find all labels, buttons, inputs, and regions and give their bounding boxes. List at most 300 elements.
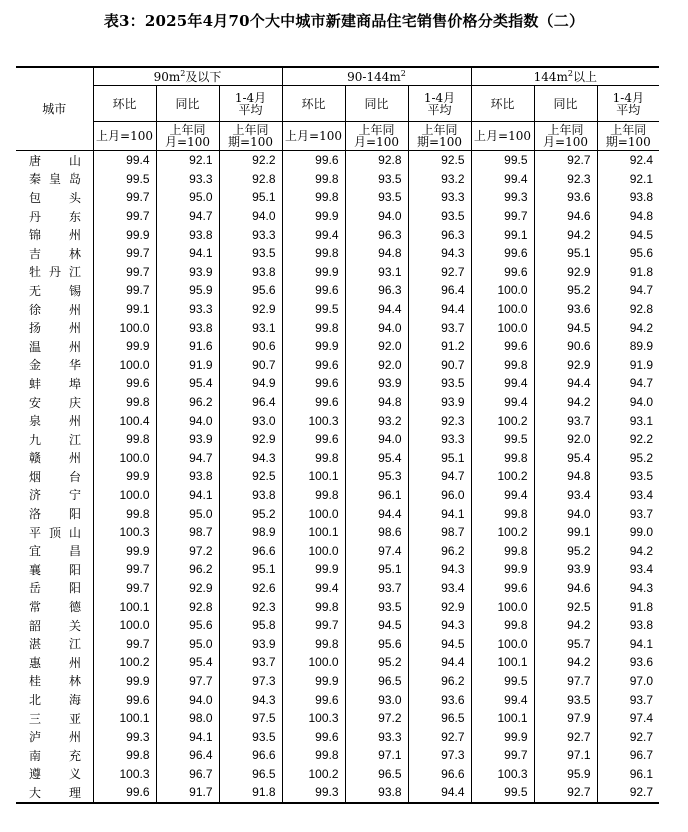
- index-value: 92.0: [534, 430, 597, 449]
- index-value: 99.9: [471, 560, 534, 579]
- table-row: [16, 560, 659, 579]
- index-value: 96.4: [219, 393, 282, 412]
- city-name: [16, 151, 93, 170]
- index-value: 100.0: [471, 597, 534, 616]
- index-value: 93.3: [219, 225, 282, 244]
- city-name: [16, 244, 93, 263]
- index-value: 99.6: [282, 151, 345, 170]
- index-value: 93.8: [219, 263, 282, 282]
- index-value: 93.2: [345, 411, 408, 430]
- index-value: 99.7: [93, 560, 156, 579]
- index-value: 100.3: [93, 523, 156, 542]
- index-value: 99.6: [471, 579, 534, 598]
- city-name: [16, 653, 93, 672]
- city-label: 洛阳: [29, 507, 81, 522]
- index-value: 95.8: [219, 616, 282, 635]
- index-value: 94.6: [534, 207, 597, 226]
- index-value: 94.0: [156, 411, 219, 430]
- index-value: 94.0: [629, 395, 654, 410]
- city-label: 韶关: [29, 618, 81, 633]
- table-row: [16, 541, 659, 560]
- index-value: 99.8: [282, 597, 345, 616]
- table-row: [16, 281, 659, 300]
- index-value: 94.9: [219, 374, 282, 393]
- index-value: 93.8: [629, 190, 654, 205]
- index-value: 92.3: [219, 597, 282, 616]
- group-label-suffix: 及以下: [185, 69, 222, 84]
- index-value: 96.6: [408, 765, 471, 784]
- base-header: 上月=100: [282, 122, 345, 151]
- group-label-suffix: 以上: [572, 69, 597, 84]
- city-label: 九江: [29, 432, 81, 447]
- index-value: 89.9: [629, 339, 654, 354]
- index-value: 94.7: [629, 283, 654, 298]
- table-row: [16, 337, 659, 356]
- base-header: 上年同 期=100: [219, 122, 282, 151]
- index-value: 99.9: [93, 541, 156, 560]
- index-value: 91.7: [156, 783, 219, 803]
- index-value: 95.9: [156, 281, 219, 300]
- city-name: [16, 170, 93, 189]
- city-name: [16, 225, 93, 244]
- index-value: 94.7: [156, 449, 219, 468]
- index-value: 96.4: [408, 281, 471, 300]
- index-value: 94.8: [345, 393, 408, 412]
- city-label: 宜昌: [29, 544, 81, 559]
- index-value: 95.6: [219, 281, 282, 300]
- unit-superscript: 2: [180, 68, 186, 78]
- table-row: [16, 504, 659, 523]
- index-value: 93.1: [345, 263, 408, 282]
- index-value: 92.0: [345, 337, 408, 356]
- city-name: [16, 709, 93, 728]
- index-value: 91.9: [629, 357, 654, 372]
- index-value: 99.8: [93, 746, 156, 765]
- city-label: 牡丹江: [29, 265, 81, 280]
- index-value: 99.8: [471, 541, 534, 560]
- index-value: 93.1: [629, 413, 654, 428]
- index-value: 100.2: [471, 523, 534, 542]
- table-row: [16, 318, 659, 337]
- index-value: 96.0: [408, 486, 471, 505]
- index-value: 95.7: [534, 634, 597, 653]
- city-label: 北海: [29, 693, 81, 708]
- index-value: 95.1: [408, 449, 471, 468]
- index-value: 99.8: [282, 244, 345, 263]
- price-index-table: [16, 66, 659, 804]
- index-value: 92.9: [219, 300, 282, 319]
- index-value: 95.6: [629, 246, 654, 261]
- index-value: 94.6: [534, 579, 597, 598]
- index-value: 93.8: [156, 318, 219, 337]
- city-name: [16, 430, 93, 449]
- index-value: 100.3: [282, 709, 345, 728]
- city-name: [16, 300, 93, 319]
- index-value: 100.0: [282, 653, 345, 672]
- index-value: 95.0: [156, 188, 219, 207]
- index-value: 93.5: [408, 207, 471, 226]
- table-title: 表3：2025年4月70个大中城市新建商品住宅销售价格分类指数（二）: [103, 12, 585, 30]
- city-label: 常德: [29, 600, 81, 615]
- index-value: 99.9: [93, 225, 156, 244]
- index-value: 98.7: [408, 523, 471, 542]
- table-row: [16, 467, 659, 486]
- index-value: 99.6: [282, 727, 345, 746]
- index-value: 93.0: [345, 690, 408, 709]
- index-value: 99.8: [282, 449, 345, 468]
- group-header-medium: [282, 67, 471, 86]
- sub-header: 环比: [282, 86, 345, 122]
- city-label: 秦皇岛: [29, 172, 81, 187]
- index-value: 99.8: [282, 634, 345, 653]
- index-value: 100.3: [282, 411, 345, 430]
- index-value: 99.7: [93, 207, 156, 226]
- index-value: 92.1: [629, 171, 654, 186]
- index-value: 100.0: [282, 541, 345, 560]
- index-value: 99.7: [471, 746, 534, 765]
- index-value: 99.5: [282, 300, 345, 319]
- index-value: 94.3: [219, 690, 282, 709]
- index-value: 99.8: [282, 170, 345, 189]
- index-value: 93.6: [534, 300, 597, 319]
- index-value: 96.2: [156, 393, 219, 412]
- index-value: 94.4: [345, 504, 408, 523]
- index-value: 99.8: [471, 356, 534, 375]
- city-name: [16, 672, 93, 691]
- index-value: 91.2: [408, 337, 471, 356]
- index-value: 99.6: [93, 783, 156, 803]
- index-value: 94.3: [408, 560, 471, 579]
- index-value: 99.1: [471, 225, 534, 244]
- index-value: 100.1: [471, 653, 534, 672]
- index-value: 97.3: [219, 672, 282, 691]
- index-value: 97.3: [408, 746, 471, 765]
- index-value: 99.7: [282, 616, 345, 635]
- base-header: 上年同 月=100: [534, 122, 597, 151]
- index-value: 100.1: [282, 523, 345, 542]
- index-value: 95.1: [534, 244, 597, 263]
- index-value: 99.3: [471, 188, 534, 207]
- city-label: 三亚: [29, 711, 81, 726]
- index-value: 93.4: [534, 486, 597, 505]
- index-value: 94.2: [629, 320, 654, 335]
- city-name: [16, 356, 93, 375]
- table-row: [16, 597, 659, 616]
- index-value: 98.6: [345, 523, 408, 542]
- index-value: 92.1: [156, 151, 219, 170]
- city-label: 扬州: [29, 321, 81, 336]
- index-value: 99.6: [282, 356, 345, 375]
- index-value: 92.5: [408, 151, 471, 170]
- index-value: 92.7: [534, 151, 597, 170]
- index-value: 100.2: [471, 467, 534, 486]
- index-value: 94.3: [408, 244, 471, 263]
- index-value: 100.2: [93, 653, 156, 672]
- index-value: 97.2: [345, 709, 408, 728]
- city-name: [16, 690, 93, 709]
- index-value: 99.6: [282, 374, 345, 393]
- index-value: 94.7: [408, 467, 471, 486]
- index-value: 96.3: [345, 281, 408, 300]
- index-value: 95.2: [534, 541, 597, 560]
- index-value: 95.4: [345, 449, 408, 468]
- city-label: 南充: [29, 748, 81, 763]
- city-name: [16, 263, 93, 282]
- index-value: 97.4: [345, 541, 408, 560]
- city-label: 泸州: [29, 730, 81, 745]
- city-name: [16, 746, 93, 765]
- index-value: 92.7: [408, 263, 471, 282]
- index-value: 90.6: [534, 337, 597, 356]
- table-row: [16, 356, 659, 375]
- city-label: 丹东: [29, 209, 81, 224]
- sub-header: 同比: [156, 86, 219, 122]
- index-value: 99.8: [471, 504, 534, 523]
- city-label: 锦州: [29, 228, 81, 243]
- index-value: 99.4: [471, 393, 534, 412]
- index-value: 99.6: [471, 263, 534, 282]
- index-value: 95.0: [156, 634, 219, 653]
- index-value: 97.2: [156, 541, 219, 560]
- index-value: 94.2: [534, 393, 597, 412]
- index-value: 94.1: [156, 727, 219, 746]
- index-value: 99.7: [93, 263, 156, 282]
- index-value: 97.4: [629, 711, 654, 726]
- index-value: 100.2: [471, 411, 534, 430]
- index-value: 90.7: [219, 356, 282, 375]
- index-value: 99.9: [282, 672, 345, 691]
- index-value: 99.6: [282, 690, 345, 709]
- index-value: 100.0: [471, 318, 534, 337]
- city-name: [16, 634, 93, 653]
- table-row: [16, 746, 659, 765]
- index-value: 99.4: [282, 225, 345, 244]
- index-value: 100.0: [93, 616, 156, 635]
- index-value: 94.8: [629, 209, 654, 224]
- index-value: 93.4: [408, 579, 471, 598]
- index-value: 94.4: [408, 300, 471, 319]
- city-name: [16, 393, 93, 412]
- index-value: 94.4: [408, 783, 471, 803]
- index-value: 93.8: [156, 467, 219, 486]
- index-value: 98.9: [219, 523, 282, 542]
- index-value: 93.7: [629, 506, 654, 521]
- city-name: [16, 616, 93, 635]
- base-header: 上年同 期=100: [597, 122, 659, 151]
- group-label: 90-144m: [347, 69, 401, 84]
- index-value: 95.4: [156, 374, 219, 393]
- index-value: 93.1: [219, 318, 282, 337]
- city-name: [16, 411, 93, 430]
- index-value: 99.3: [282, 783, 345, 803]
- city-label: 岳阳: [29, 581, 81, 596]
- index-value: 92.5: [534, 597, 597, 616]
- index-value: 93.0: [219, 411, 282, 430]
- index-value: 94.5: [345, 616, 408, 635]
- index-value: 90.6: [219, 337, 282, 356]
- index-value: 99.8: [93, 393, 156, 412]
- index-value: 94.0: [345, 430, 408, 449]
- table-row: [16, 486, 659, 505]
- index-value: 100.0: [471, 634, 534, 653]
- city-label: 平顶山: [29, 525, 81, 540]
- index-value: 92.5: [219, 467, 282, 486]
- index-value: 99.7: [93, 634, 156, 653]
- index-value: 93.3: [408, 188, 471, 207]
- index-value: 92.9: [219, 430, 282, 449]
- index-value: 93.9: [345, 374, 408, 393]
- index-value: 92.9: [534, 263, 597, 282]
- index-value: 95.1: [219, 560, 282, 579]
- index-value: 92.6: [219, 579, 282, 598]
- index-value: 94.2: [534, 653, 597, 672]
- index-value: 94.4: [345, 300, 408, 319]
- city-label: 赣州: [29, 451, 81, 466]
- index-value: 93.3: [156, 170, 219, 189]
- index-value: 100.2: [282, 765, 345, 784]
- city-label: 大理: [29, 785, 81, 800]
- table-row: [16, 411, 659, 430]
- index-value: 97.7: [156, 672, 219, 691]
- index-value: 92.3: [534, 170, 597, 189]
- index-value: 96.5: [408, 709, 471, 728]
- table-row: [16, 634, 659, 653]
- table-row: [16, 523, 659, 542]
- index-value: 100.0: [471, 300, 534, 319]
- index-value: 95.4: [534, 449, 597, 468]
- index-value: 99.8: [471, 449, 534, 468]
- index-value: 99.5: [471, 783, 534, 803]
- city-name: [16, 281, 93, 300]
- index-value: 94.0: [156, 690, 219, 709]
- index-value: 100.0: [93, 356, 156, 375]
- index-value: 96.5: [345, 765, 408, 784]
- city-name: [16, 318, 93, 337]
- index-value: 99.9: [282, 560, 345, 579]
- index-value: 99.7: [93, 188, 156, 207]
- index-value: 93.6: [408, 690, 471, 709]
- index-value: 96.3: [408, 225, 471, 244]
- index-value: 92.0: [345, 356, 408, 375]
- index-value: 100.1: [471, 709, 534, 728]
- index-value: 99.6: [282, 281, 345, 300]
- index-value: 99.6: [282, 393, 345, 412]
- index-value: 100.0: [93, 318, 156, 337]
- index-value: 95.2: [534, 281, 597, 300]
- index-value: 95.4: [156, 653, 219, 672]
- index-value: 91.6: [156, 337, 219, 356]
- sub-header: 同比: [534, 86, 597, 122]
- index-value: 92.3: [408, 411, 471, 430]
- city-label: 金华: [29, 358, 81, 373]
- index-value: 94.5: [408, 634, 471, 653]
- index-value: 99.4: [471, 170, 534, 189]
- index-value: 92.7: [629, 785, 654, 800]
- city-name: [16, 597, 93, 616]
- city-name: [16, 579, 93, 598]
- index-value: 90.7: [408, 356, 471, 375]
- index-value: 94.7: [156, 207, 219, 226]
- city-name: [16, 486, 93, 505]
- index-value: 93.3: [408, 430, 471, 449]
- index-value: 93.7: [219, 653, 282, 672]
- index-value: 94.5: [629, 227, 654, 242]
- index-value: 91.8: [629, 599, 654, 614]
- index-value: 99.4: [93, 151, 156, 170]
- index-value: 94.1: [156, 244, 219, 263]
- index-value: 92.4: [629, 153, 654, 168]
- index-value: 99.1: [534, 523, 597, 542]
- index-value: 99.4: [471, 690, 534, 709]
- table-row: [16, 616, 659, 635]
- index-value: 95.1: [219, 188, 282, 207]
- index-value: 93.4: [629, 487, 654, 502]
- city-label: 吉林: [29, 246, 81, 261]
- table-row: [16, 709, 659, 728]
- table-row: [16, 207, 659, 226]
- index-value: 99.7: [93, 244, 156, 263]
- index-value: 95.6: [156, 616, 219, 635]
- index-value: 94.0: [345, 318, 408, 337]
- table-row: [16, 765, 659, 784]
- city-label: 济宁: [29, 488, 81, 503]
- index-value: 98.0: [156, 709, 219, 728]
- table-row: [16, 225, 659, 244]
- sub-header: 1-4月 平均: [408, 86, 471, 122]
- index-value: 91.8: [629, 264, 654, 279]
- index-value: 95.6: [345, 634, 408, 653]
- base-header: 上月=100: [471, 122, 534, 151]
- index-value: 93.9: [156, 430, 219, 449]
- index-value: 94.1: [408, 504, 471, 523]
- index-value: 93.5: [408, 374, 471, 393]
- index-value: 100.0: [93, 486, 156, 505]
- city-name: [16, 523, 93, 542]
- sub-header: 同比: [345, 86, 408, 122]
- index-value: 97.1: [345, 746, 408, 765]
- index-value: 96.3: [345, 225, 408, 244]
- index-value: 99.5: [471, 430, 534, 449]
- index-value: 92.7: [534, 783, 597, 803]
- city-name: [16, 188, 93, 207]
- index-value: 96.6: [219, 746, 282, 765]
- index-value: 96.1: [629, 766, 654, 781]
- index-value: 93.7: [534, 411, 597, 430]
- base-header: 上年同 月=100: [345, 122, 408, 151]
- index-value: 93.8: [156, 225, 219, 244]
- unit-superscript: 2: [567, 68, 573, 78]
- index-value: 97.5: [219, 709, 282, 728]
- table-row: [16, 151, 659, 170]
- table-row: [16, 188, 659, 207]
- index-value: 92.8: [629, 302, 654, 317]
- city-name: [16, 467, 93, 486]
- index-value: 94.8: [345, 244, 408, 263]
- city-column-header: 城市: [16, 67, 93, 151]
- index-value: 99.9: [93, 672, 156, 691]
- index-value: 92.9: [534, 356, 597, 375]
- index-value: 93.7: [345, 579, 408, 598]
- index-value: 100.4: [93, 411, 156, 430]
- index-value: 99.9: [93, 467, 156, 486]
- table-row: [16, 653, 659, 672]
- index-value: 93.8: [629, 618, 654, 633]
- index-value: 95.9: [534, 765, 597, 784]
- index-value: 93.7: [629, 692, 654, 707]
- city-name: [16, 449, 93, 468]
- index-value: 95.2: [629, 450, 654, 465]
- table-row: [16, 244, 659, 263]
